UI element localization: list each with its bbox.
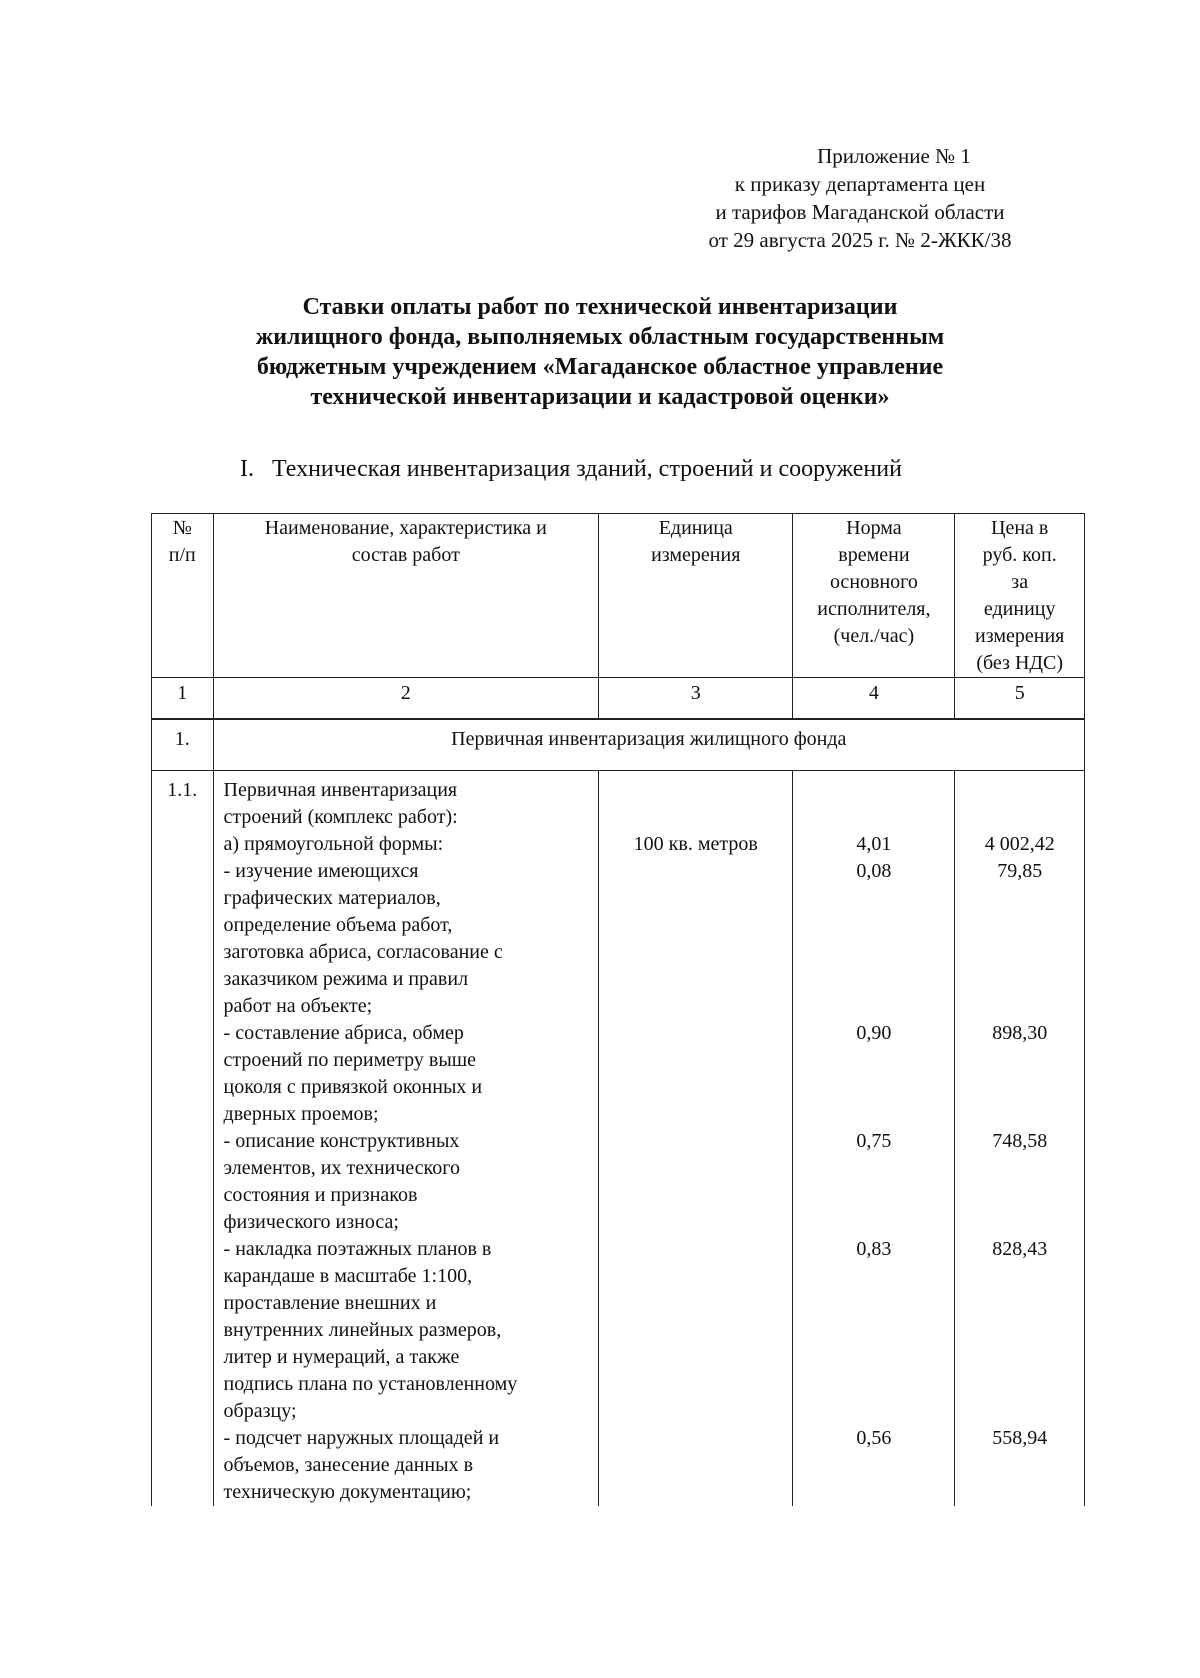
item-norms: [793, 771, 955, 1507]
section-number: 1.: [152, 719, 214, 771]
norm-value: 0,75: [856, 1130, 892, 1152]
norm-value: 0,08: [856, 860, 892, 882]
norm-value: 0,90: [856, 1022, 892, 1044]
column-number-row: [152, 678, 1085, 720]
column-number: 5: [955, 678, 1085, 720]
appendix-line: и тарифов Магаданской области: [715, 200, 1005, 224]
header-number: № п/п: [152, 514, 214, 678]
header-norm: Норма времени основного исполнителя, (чел./час): [793, 514, 955, 678]
norm-value: 0,83: [856, 1238, 892, 1260]
table-row: [152, 771, 1085, 1507]
appendix-line: от 29 августа 2025 г. № 2-ЖКК/38: [708, 228, 1012, 252]
price-value: 828,43: [992, 1238, 1048, 1260]
appendix-line: к приказу департамента цен: [734, 172, 986, 196]
section-title: Первичная инвентаризация жилищного фонда: [213, 719, 1084, 771]
price-value: 79,85: [997, 860, 1043, 882]
appendix-line: Приложение № 1: [817, 144, 971, 168]
price-value: 4 002,42: [984, 833, 1055, 855]
price-value: 748,58: [992, 1130, 1048, 1152]
item-description: Первичная инвентаризация строений (комплекс работ): а) прямоугольной формы: - изучение имеющихся графических материалов, определение объема работ, заготовка абриса, согласование с заказчиком режима и правил работ на объекте; - составление абриса, обмер строений по периметру выше цоколя с привязкой оконных и дверных проемов; - описание конструктивных элементов, их технического состояния и признаков физического износа; - накладка поэтажных планов в карандаше в масштабе 1:100, проставление внешних и внутренних линейных размеров, литер и нумераций, а также подпись плана по установленному образцу; - подсчет наружных площадей и объемов, занесение данных в техническую документацию;: [213, 771, 599, 1507]
title-line: жилищного фонда, выполняемых областным государственным: [255, 324, 945, 350]
column-number: 1: [152, 678, 214, 720]
rates-table: [151, 513, 1085, 1506]
header-price: Цена в руб. коп. за единицу измерения (без НДС): [955, 514, 1085, 678]
table-header-row: [152, 514, 1085, 678]
title-line: бюджетным учреждением «Магаданское областное управление: [256, 354, 944, 380]
item-number: 1.1.: [152, 771, 214, 1507]
header-unit: Единица измерения: [599, 514, 793, 678]
title-line: Ставки оплаты работ по технической инвентаризации: [302, 294, 898, 320]
column-number: 4: [793, 678, 955, 720]
appendix-block: [660, 142, 1060, 254]
price-value: 898,30: [992, 1022, 1048, 1044]
price-value: 558,94: [992, 1427, 1048, 1449]
header-name: Наименование, характеристика и состав работ: [213, 514, 599, 678]
column-number: 2: [213, 678, 599, 720]
item-prices: [955, 771, 1085, 1507]
norm-value: 4,01: [856, 833, 892, 855]
norm-value: 0,56: [856, 1427, 892, 1449]
section-heading-text: Техническая инвентаризация зданий, строений и сооружений: [272, 456, 902, 482]
section-heading: [240, 454, 902, 484]
item-unit: 100 кв. метров: [599, 771, 793, 1507]
column-number: 3: [599, 678, 793, 720]
document-title: [100, 292, 1100, 412]
title-line: технической инвентаризации и кадастровой оценки»: [310, 384, 890, 410]
section-heading-number: I.: [240, 456, 254, 482]
section-row: [152, 719, 1085, 771]
